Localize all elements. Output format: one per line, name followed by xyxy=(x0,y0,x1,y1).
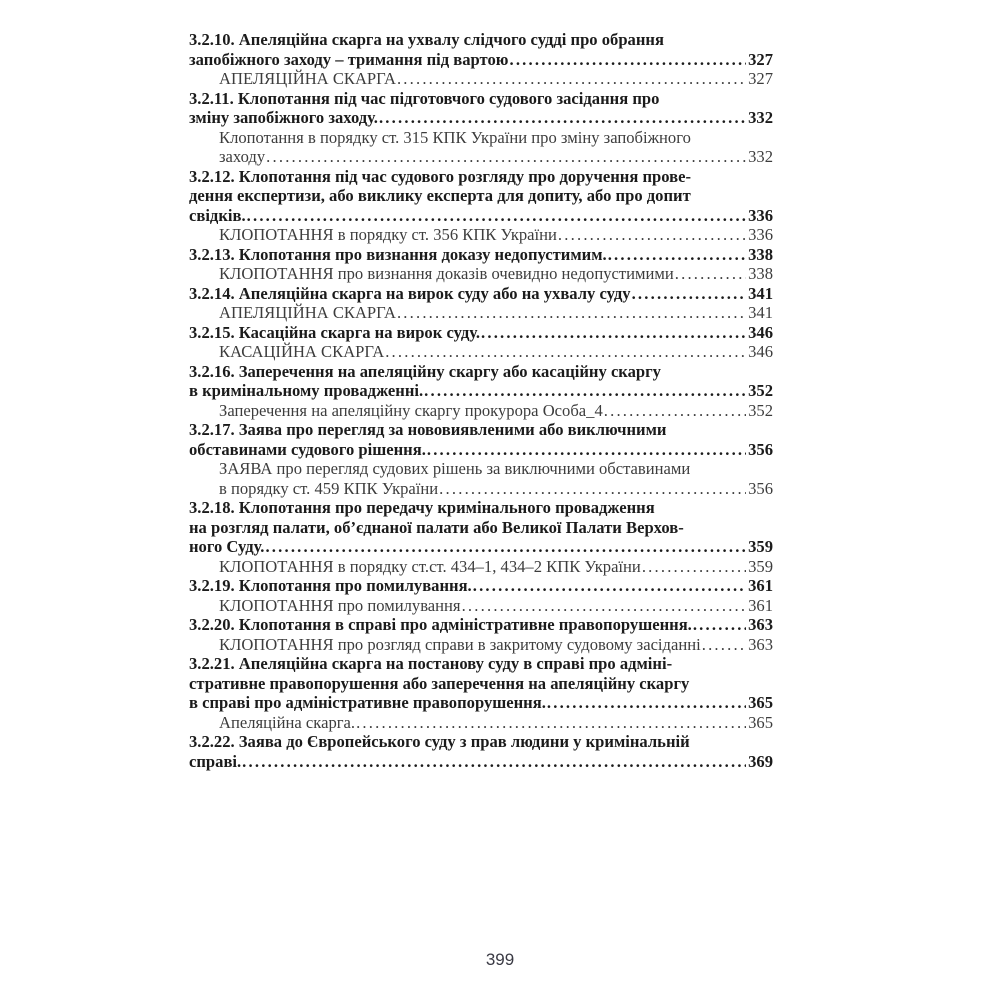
toc-entry-text: КЛОПОТАННЯ про розгляд справи в закритому судовому засіданні xyxy=(219,634,701,654)
dot-leader xyxy=(247,206,746,226)
toc-entry-page-number: 341 xyxy=(748,283,773,303)
page-footer-number: 399 xyxy=(485,950,515,969)
toc-entry xyxy=(189,89,773,128)
toc-entry-text: АПЕЛЯЦІЙНА СКАРГА xyxy=(219,69,396,88)
dot-leader xyxy=(242,752,746,772)
toc-entry-text: АПЕЛЯЦІЙНА СКАРГА xyxy=(219,303,396,322)
toc-entry xyxy=(189,459,773,498)
dot-leader xyxy=(608,245,746,265)
toc-entry-page-number: 336 xyxy=(748,225,773,244)
toc-entry-text: свідків. xyxy=(189,205,246,225)
toc-entry-line xyxy=(189,264,773,284)
toc-entry-text: КЛОПОТАННЯ в порядку ст. 356 КПК України xyxy=(219,225,557,244)
toc-entry-page-number: 363 xyxy=(748,634,773,654)
toc-entry-line xyxy=(189,147,773,167)
toc-entry xyxy=(189,420,773,459)
toc-entry-line: дення експертизи, або виклику експерта для допиту, або про допит xyxy=(189,186,691,205)
toc-entry xyxy=(189,654,773,713)
toc-entry-page-number: 363 xyxy=(748,615,773,634)
dot-leader xyxy=(424,381,746,401)
toc-entry-text: обставинами судового рішення. xyxy=(189,439,426,459)
toc-entry-page-number: 369 xyxy=(748,751,773,771)
toc-entry xyxy=(189,498,773,557)
toc-entry xyxy=(189,401,773,421)
dot-leader xyxy=(642,557,746,577)
toc-entry-line xyxy=(189,225,773,245)
toc-entry-page-number: 332 xyxy=(748,108,773,127)
toc-entry-text: в кримінальному провадженні. xyxy=(189,381,424,400)
toc-entry-page-number: 327 xyxy=(748,69,773,88)
toc-entry-page-number: 336 xyxy=(748,205,773,225)
toc-entry-page-number: 341 xyxy=(748,303,773,322)
toc-entry-text: 3.2.15. Касаційна скарга на вирок суду. xyxy=(189,322,481,342)
toc-entry-text: ного Суду. xyxy=(189,537,265,556)
toc-entry-page-number: 361 xyxy=(748,576,773,595)
dot-leader xyxy=(356,713,746,733)
toc-entry-line: 3.2.12. Клопотання під час судового розгляду про доручення прове- xyxy=(189,166,691,186)
toc-entry xyxy=(189,362,773,401)
toc-entry xyxy=(189,596,773,616)
toc-entry xyxy=(189,167,773,226)
toc-entry-line: стративне правопорушення або заперечення на апеляційну скаргу xyxy=(189,673,690,693)
toc-entry-text: запобіжного заходу – тримання під вартою xyxy=(189,49,509,69)
toc-entry-text: 3.2.13. Клопотання про визнання доказу недопустимим. xyxy=(189,244,607,264)
toc-entry-page-number: 352 xyxy=(748,381,773,400)
toc-entry-line: 3.2.10. Апеляційна скарга на ухвалу слідчого судді про обрання xyxy=(189,30,664,49)
toc-entry-line xyxy=(189,206,773,226)
toc-entry xyxy=(189,303,773,323)
toc-entry-page-number: 338 xyxy=(748,264,773,283)
toc-entry-text: в справі про адміністративне правопорушення. xyxy=(189,693,546,712)
toc-entry-line xyxy=(189,752,773,772)
toc-entry xyxy=(189,264,773,284)
toc-entry-page-number: 359 xyxy=(748,556,773,576)
toc-entry-text: Заперечення на апеляційну скаргу прокурора Особа_4 xyxy=(219,400,603,420)
toc-entry-line xyxy=(189,615,773,635)
dot-leader xyxy=(604,401,746,421)
dot-leader xyxy=(462,596,747,616)
toc-entry-line xyxy=(189,381,773,401)
toc-entry xyxy=(189,615,773,635)
toc-entry xyxy=(189,323,773,343)
dot-leader xyxy=(385,342,746,362)
toc-entry-page-number: 346 xyxy=(748,342,773,361)
toc-entry-page-number: 365 xyxy=(748,712,773,732)
toc-entry xyxy=(189,30,773,69)
toc-entry-line: на розгляд палати, об’єднаної палати або Великої Палати Верхов- xyxy=(189,517,684,537)
toc-entry-line: ЗАЯВА про перегляд судових рішень за виключними обставинами xyxy=(219,459,691,478)
toc-entry-line xyxy=(189,284,773,304)
toc-entry-line xyxy=(189,479,773,499)
toc-entry xyxy=(189,128,773,167)
dot-leader xyxy=(266,147,746,167)
toc-entry-text: Апеляційна скарга. xyxy=(219,712,356,732)
toc-entry-line: 3.2.22. Заява до Європейського суду з прав людини у кримінальній xyxy=(189,732,690,751)
toc-entry-page-number: 338 xyxy=(748,244,773,264)
toc-entry-page-number: 332 xyxy=(748,147,773,166)
dot-leader xyxy=(481,323,746,343)
dot-leader xyxy=(675,264,746,284)
toc-entry-line xyxy=(189,557,773,577)
toc-entry-line xyxy=(189,69,773,89)
toc-entry xyxy=(189,732,773,771)
toc-entry-text: КЛОПОТАННЯ в порядку ст.ст. 434–1, 434–2 КПК України xyxy=(219,556,641,576)
toc-entry-line: 3.2.11. Клопотання під час підготовчого судового засідання про xyxy=(189,88,660,108)
toc-entry-text: в порядку ст. 459 КПК України xyxy=(219,478,439,498)
toc-entry xyxy=(189,284,773,304)
toc-entry-page-number: 356 xyxy=(748,478,773,498)
dot-leader xyxy=(473,576,746,596)
toc-entry-line xyxy=(189,401,773,421)
toc-entry xyxy=(189,342,773,362)
dot-leader xyxy=(632,284,747,304)
dot-leader xyxy=(397,303,746,323)
toc-entry-text: заходу xyxy=(219,147,266,166)
dot-leader xyxy=(702,635,746,655)
toc-entry-text: КАСАЦІЙНА СКАРГА xyxy=(219,342,385,361)
toc-entry-line xyxy=(189,342,773,362)
toc-entry-line xyxy=(189,245,773,265)
dot-leader xyxy=(265,537,746,557)
toc-entry-line: 3.2.18. Клопотання про передачу кримінального провадження xyxy=(189,498,655,517)
table-of-contents xyxy=(189,30,773,771)
toc-entry-text: 3.2.20. Клопотання в справі про адміністративне правопорушення. xyxy=(189,615,692,634)
toc-entry-page-number: 365 xyxy=(748,693,773,712)
dot-leader xyxy=(379,108,746,128)
toc-entry-page-number: 356 xyxy=(748,439,773,459)
toc-entry-line xyxy=(189,713,773,733)
toc-entry xyxy=(189,635,773,655)
toc-entry-line: 3.2.17. Заява про перегляд за нововиявленими або виключними xyxy=(189,420,667,439)
toc-entry-text: КЛОПОТАННЯ про визнання доказів очевидно недопустимими xyxy=(219,264,674,283)
toc-entry-line xyxy=(189,50,773,70)
toc-entry-line xyxy=(189,303,773,323)
toc-entry xyxy=(189,713,773,733)
toc-entry-line: Клопотання в порядку ст. 315 КПК України про зміну запобіжного xyxy=(219,127,691,147)
toc-entry-page-number: 361 xyxy=(748,595,773,615)
toc-entry-line xyxy=(189,537,773,557)
toc-entry-page-number: 359 xyxy=(748,537,773,556)
toc-entry-line xyxy=(189,323,773,343)
toc-entry-page-number: 346 xyxy=(748,322,773,342)
toc-entry xyxy=(189,576,773,596)
toc-entry-text: 3.2.19. Клопотання про помилування. xyxy=(189,576,472,595)
toc-entry-page-number: 352 xyxy=(748,400,773,420)
toc-entry-line xyxy=(189,635,773,655)
toc-entry-line xyxy=(189,108,773,128)
dot-leader xyxy=(558,225,746,245)
toc-entry-text: 3.2.14. Апеляційна скарга на вирок суду або на ухвалу суду xyxy=(189,283,631,303)
toc-entry-line: 3.2.21. Апеляційна скарга на постанову суду в справі про адміні- xyxy=(189,654,673,673)
dot-leader xyxy=(547,693,746,713)
toc-entry xyxy=(189,225,773,245)
dot-leader xyxy=(439,479,746,499)
dot-leader xyxy=(509,50,746,70)
toc-entry xyxy=(189,69,773,89)
toc-entry-line xyxy=(189,596,773,616)
toc-entry-line xyxy=(189,440,773,460)
toc-entry-page-number: 327 xyxy=(748,49,773,69)
dot-leader xyxy=(397,69,746,89)
dot-leader xyxy=(427,440,746,460)
toc-entry xyxy=(189,245,773,265)
dot-leader xyxy=(693,615,746,635)
toc-entry-line xyxy=(189,576,773,596)
toc-entry-line xyxy=(189,693,773,713)
toc-entry-text: зміну запобіжного заходу. xyxy=(189,108,378,127)
toc-entry xyxy=(189,557,773,577)
toc-entry-text: справі. xyxy=(189,751,242,771)
toc-entry-text: КЛОПОТАННЯ про помилування xyxy=(219,595,461,615)
toc-entry-line: 3.2.16. Заперечення на апеляційну скаргу або касаційну скаргу xyxy=(189,361,661,381)
